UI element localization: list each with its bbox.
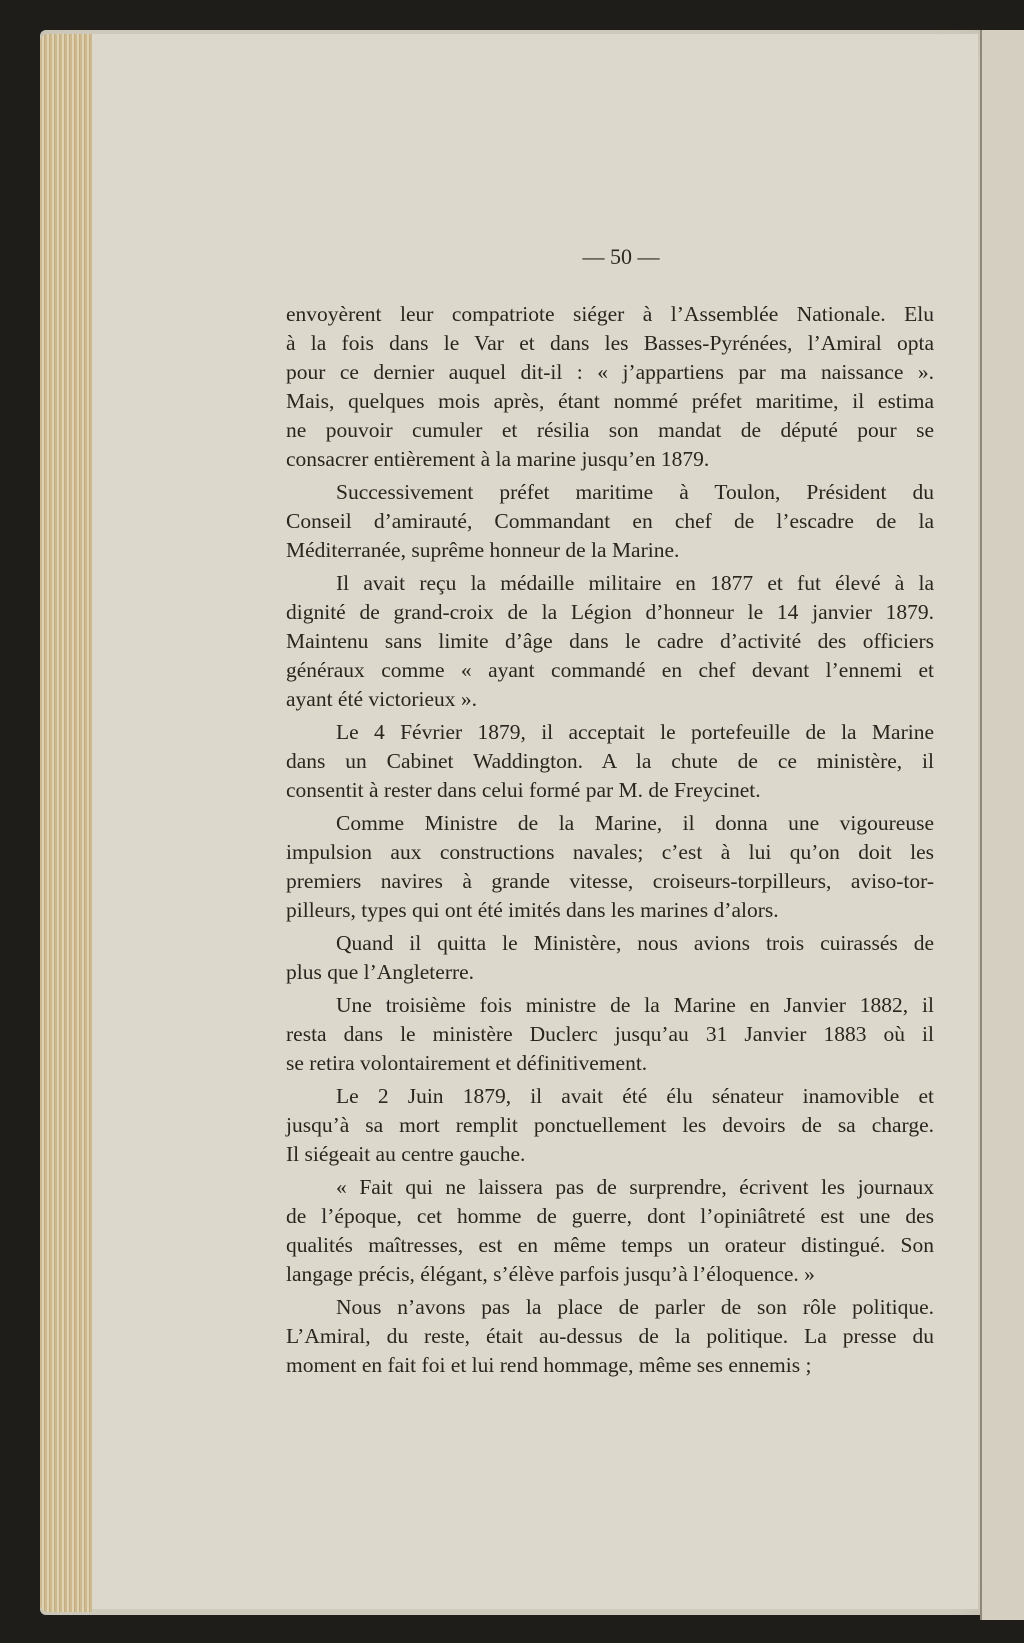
text-line: Une troisième fois ministre de la Marine en Janvier 1882, il bbox=[336, 993, 934, 1017]
text-line: premiers navires à grande vitesse, croiseurs-torpilleurs, aviso-tor- bbox=[286, 869, 934, 893]
text-line: consentit à rester dans celui formé par M. de Freycinet. bbox=[286, 778, 761, 802]
text-line: Quand il quitta le Ministère, nous avions trois cuirassés de bbox=[336, 931, 934, 955]
text-line: de l’époque, cet homme de guerre, dont l’opiniâtreté est une des bbox=[286, 1204, 934, 1228]
paragraph bbox=[286, 1082, 934, 1169]
text-line: Le 2 Juin 1879, il avait été élu sénateur inamovible et bbox=[336, 1084, 934, 1108]
paragraph bbox=[286, 300, 934, 474]
text-line: consacrer entièrement à la marine jusqu’en 1879. bbox=[286, 447, 710, 471]
text-line: jusqu’à sa mort remplit ponctuellement les devoirs de sa charge. bbox=[286, 1113, 934, 1137]
paragraph bbox=[286, 569, 934, 714]
text-line: envoyèrent leur compatriote siéger à l’Assemblée Nationale. Elu bbox=[286, 302, 934, 326]
paragraph bbox=[286, 718, 934, 805]
paragraph bbox=[286, 929, 934, 987]
text-line: Il avait reçu la médaille militaire en 1877 et fut élevé à la bbox=[336, 571, 934, 595]
paragraph bbox=[286, 478, 934, 565]
body-text bbox=[286, 300, 934, 1384]
text-line: resta dans le ministère Duclerc jusqu’au 31 Janvier 1883 où il bbox=[286, 1022, 934, 1046]
text-line: Comme Ministre de la Marine, il donna une vigoureuse bbox=[336, 811, 934, 835]
text-line: Mais, quelques mois après, étant nommé préfet maritime, il estima bbox=[286, 389, 934, 413]
text-line: plus que l’Angleterre. bbox=[286, 960, 475, 984]
text-line: ne pouvoir cumuler et résilia son mandat de député pour se bbox=[286, 418, 934, 442]
text-line: dignité de grand-croix de la Légion d’honneur le 14 janvier 1879. bbox=[286, 600, 934, 624]
text-line: moment en fait foi et lui rend hommage, même ses ennemis ; bbox=[286, 1353, 812, 1377]
text-line: à la fois dans le Var et dans les Basses-Pyrénées, l’Amiral opta bbox=[286, 331, 934, 355]
text-line: pilleurs, types qui ont été imités dans les marines d’alors. bbox=[286, 898, 779, 922]
text-line: pour ce dernier auquel dit-il : « j’appartiens par ma naissance ». bbox=[286, 360, 934, 384]
text-line: qualités maîtresses, est en même temps un orateur distingué. Son bbox=[286, 1233, 934, 1257]
text-line: se retira volontairement et définitivement. bbox=[286, 1051, 648, 1075]
text-line: ayant été victorieux ». bbox=[286, 687, 478, 711]
text-line: langage précis, élégant, s’élève parfois jusqu’à l’éloquence. » bbox=[286, 1262, 815, 1286]
paragraph bbox=[286, 1173, 934, 1289]
text-line: Successivement préfet maritime à Toulon, Président du bbox=[336, 480, 934, 504]
text-line: Conseil d’amirauté, Commandant en chef de l’escadre de la bbox=[286, 509, 934, 533]
paragraph bbox=[286, 1293, 934, 1380]
page-number: — 50 — bbox=[582, 244, 660, 269]
text-line: Le 4 Février 1879, il acceptait le portefeuille de la Marine bbox=[336, 720, 934, 744]
text-line: « Fait qui ne laissera pas de surprendre, écrivent les journaux bbox=[336, 1175, 934, 1199]
text-line: impulsion aux constructions navales; c’est à lui qu’on doit les bbox=[286, 840, 934, 864]
paragraph bbox=[286, 991, 934, 1078]
text-line: L’Amiral, du reste, était au-dessus de la politique. La presse du bbox=[286, 1324, 934, 1348]
page-stack-edges bbox=[40, 34, 92, 1612]
text-line: généraux comme « ayant commandé en chef devant l’ennemi et bbox=[286, 658, 934, 682]
text-line: Nous n’avons pas la place de parler de son rôle politique. bbox=[336, 1295, 934, 1319]
text-line: Maintenu sans limite d’âge dans le cadre d’activité des officiers bbox=[286, 629, 934, 653]
text-line: Il siégeait au centre gauche. bbox=[286, 1142, 526, 1166]
text-line: dans un Cabinet Waddington. A la chute de ce ministère, il bbox=[286, 749, 934, 773]
paragraph bbox=[286, 809, 934, 925]
text-line: Méditerranée, suprême honneur de la Marine. bbox=[286, 538, 680, 562]
